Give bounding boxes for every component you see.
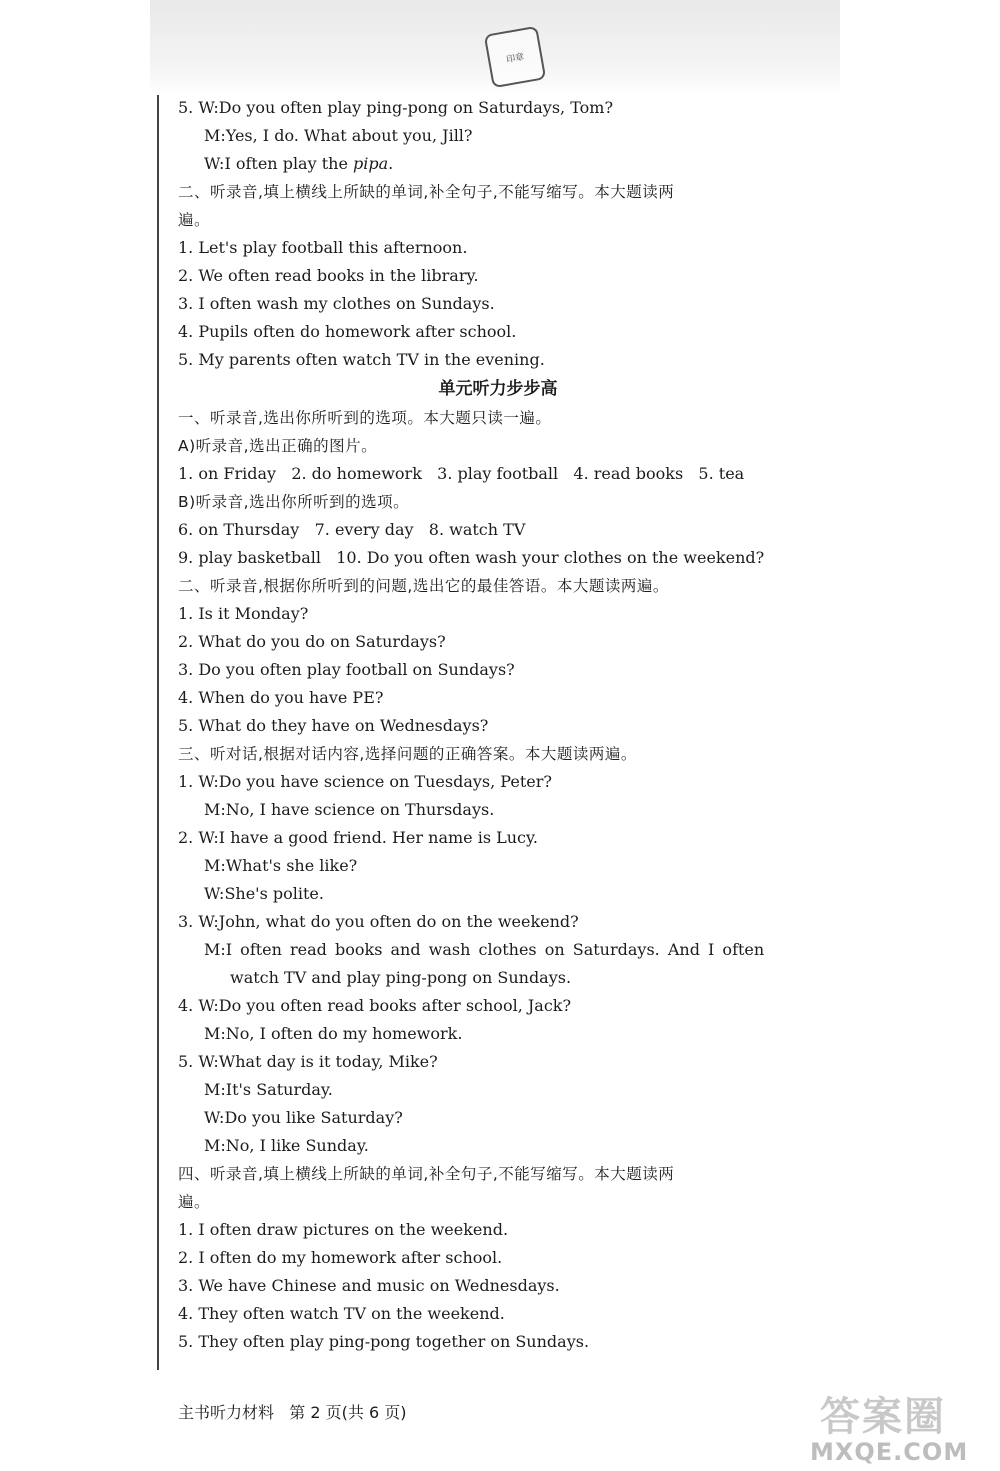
dialogue-line: 1. W:Do you have science on Tuesdays, Peter? — [178, 772, 552, 791]
watermark-url: MXQE.COM — [810, 1438, 969, 1466]
dialogue-line: M:No, I have science on Thursdays. — [204, 800, 495, 819]
list-item: 5. What do they have on Wednesdays? — [178, 716, 489, 735]
margin-rule — [157, 95, 159, 1370]
subsection-title: B)听录音,选出你所听到的选项。 — [178, 493, 410, 511]
dialogue-line: W:Do you like Saturday? — [204, 1108, 403, 1127]
dialogue-line: 3. W:John, what do you often do on the weekend? — [178, 912, 579, 931]
section-title: 二、听录音,填上横线上所缺的单词,补全句子,不能写缩写。本大题读两 — [178, 183, 675, 201]
italic-word: pipa — [353, 154, 389, 173]
list-item: 4. They often watch TV on the weekend. — [178, 1304, 505, 1323]
watermark — [800, 1380, 1000, 1471]
stamp-seal: 印章 — [484, 26, 547, 89]
list-item: 2. What do you do on Saturdays? — [178, 632, 446, 651]
dialogue-line: M:No, I like Sunday. — [204, 1136, 369, 1155]
list-item: 1. Is it Monday? — [178, 604, 309, 623]
section-title: 二、听录音,根据你所听到的问题,选出它的最佳答语。本大题读两遍。 — [178, 577, 669, 595]
dialogue-line: 5. W:What day is it today, Mike? — [178, 1052, 438, 1071]
page-footer: 主书听力材料 第 2 页(共 6 页) — [178, 1403, 407, 1422]
list-item: 1. Let's play football this afternoon. — [178, 238, 468, 257]
dialogue-line: 2. W:I have a good friend. Her name is Lucy. — [178, 828, 539, 847]
list-item: 3. We have Chinese and music on Wednesdays. — [178, 1276, 560, 1295]
dialogue-line: M:No, I often do my homework. — [204, 1024, 463, 1043]
watermark-logo: 答案圈 — [820, 1394, 946, 1440]
dialogue-line: M:I often read books and wash clothes on Saturdays. And I often — [204, 940, 765, 959]
unit-heading: 单元听力步步高 — [438, 379, 558, 399]
dialogue-line: 4. W:Do you often read books after school, Jack? — [178, 996, 572, 1015]
dialogue-line: 5. W:Do you often play ping-pong on Saturdays, Tom? — [178, 98, 614, 117]
list-item: 2. I often do my homework after school. — [178, 1248, 503, 1267]
dialogue-line: watch TV and play ping-pong on Sundays. — [230, 968, 572, 987]
document-page — [178, 94, 818, 1356]
options-line: 9. play basketball 10. Do you often wash your clothes on the weekend? — [178, 548, 765, 567]
list-item: 3. Do you often play football on Sundays? — [178, 660, 515, 679]
list-item: 2. We often read books in the library. — [178, 266, 479, 285]
options-line: 1. on Friday 2. do homework 3. play football 4. read books 5. tea — [178, 464, 745, 483]
section-title: 三、听对话,根据对话内容,选择问题的正确答案。本大题读两遍。 — [178, 745, 637, 763]
section-title-cont: 遍。 — [178, 211, 211, 229]
section-title: 一、听录音,选出你所听到的选项。本大题只读一遍。 — [178, 409, 552, 427]
section-title: 四、听录音,填上横线上所缺的单词,补全句子,不能写缩写。本大题读两 — [178, 1165, 675, 1183]
section-title-cont: 遍。 — [178, 1193, 211, 1211]
subsection-title: A)听录音,选出正确的图片。 — [178, 437, 378, 455]
options-line: 6. on Thursday 7. every day 8. watch TV — [178, 520, 526, 539]
dialogue-line: W:I often play the pipa. — [204, 154, 394, 173]
list-item: 5. They often play ping-pong together on Sundays. — [178, 1332, 590, 1351]
list-item: 3. I often wash my clothes on Sundays. — [178, 294, 495, 313]
list-item: 4. When do you have PE? — [178, 688, 384, 707]
dialogue-line: W:She's polite. — [204, 884, 324, 903]
list-item: 4. Pupils often do homework after school. — [178, 322, 517, 341]
dialogue-line: M:It's Saturday. — [204, 1080, 333, 1099]
list-item: 1. I often draw pictures on the weekend. — [178, 1220, 509, 1239]
dialogue-line: M:Yes, I do. What about you, Jill? — [204, 126, 473, 145]
dialogue-line: M:What's she like? — [204, 856, 358, 875]
list-item: 5. My parents often watch TV in the evening. — [178, 350, 545, 369]
